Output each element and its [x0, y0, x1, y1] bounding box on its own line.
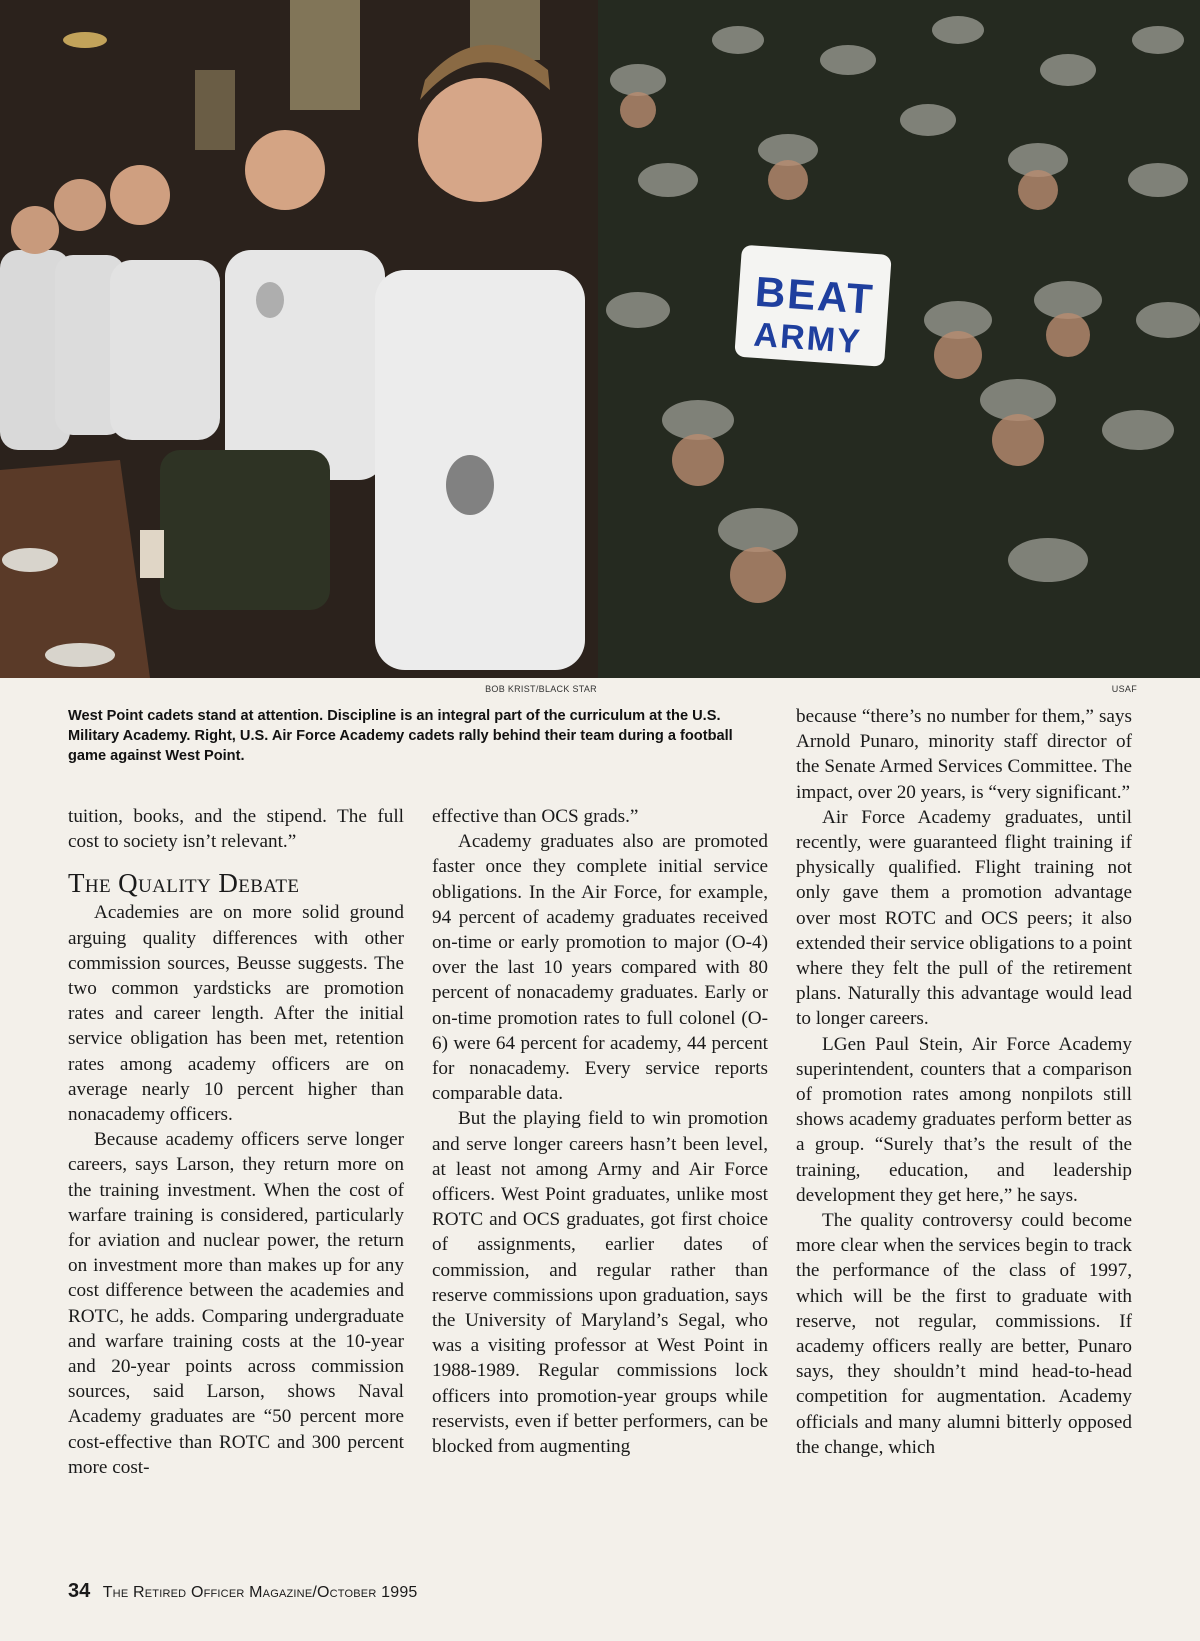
paragraph: tuition, books, and the stipend. The full cost to society isn’t relevant.”	[68, 806, 404, 853]
paragraph: Academies are on more solid ground arguing quality differences with other commission sources, Beusse suggests. The two common yardsticks are promotion rates and career length. After the initial service obligation has been met, retention rates among academy officers are on average nearly 10 percent higher than nonacademy officers.	[68, 902, 404, 1126]
paragraph: Air Force Academy graduates, until recently, were guaranteed flight training if physically qualified. Flight training not only gave them a promotion advantage over most ROTC and OCS peers; it also extended their service obligations to a point where they felt the pull of the retirement plans. Naturally this advantage would lead to longer careers.	[796, 806, 1132, 1030]
photo-air-force-cadets	[598, 0, 1200, 678]
photo-credit-left: BOB KRIST/BLACK STAR	[485, 684, 597, 694]
article-column-3	[796, 704, 1132, 1460]
sign-text-army: ARMY	[752, 315, 863, 362]
publication-line: The Retired Officer Magazine/October 1995	[102, 1584, 418, 1601]
cadets-illustration	[0, 0, 598, 678]
paragraph: But the playing field to win promotion and serve longer careers hasn’t been level, at least not among Army and Air Force officers. West Point graduates, unlike most ROTC and OCS graduates, got first choice of assignments, earlier dates of commission, and regular rather than reserve commissions upon graduation, says the University of Maryland’s Segal, who was a visiting professor at West Point in 1988-1989. Regular commissions lock officers into promotion-year groups while reservists, even if better performers, can be blocked from augmenting	[432, 1108, 768, 1458]
section-heading: The Quality Debate	[68, 868, 300, 899]
paragraph: LGen Paul Stein, Air Force Academy superintendent, counters that a comparison of promotion rates among nonpilots still shows academy graduates perform better as a group. “Surely that’s the result of the training, education, and leadership development they get here,” he says.	[796, 1033, 1132, 1206]
page-footer	[68, 1580, 418, 1603]
paragraph: The quality controversy could become more clear when the services begin to track the performance of the class of 1997, which will be the first to graduate with reserve, not regular, commissions. If academy officers really are better, Punaro says, they shouldn’t mind head-to-head competition for augmentation. Academy officials and many alumni bitterly opposed the change, which	[796, 1210, 1132, 1458]
paragraph: Because academy officers serve longer careers, says Larson, they return more on the training investment. When the cost of warfare training is considered, particularly for aviation and nuclear power, the return on investment more than makes up for any cost difference between the academies and ROTC, he adds. Comparing undergraduate and warfare training costs at the 10-year and 20-year points across commission sources, said Larson, shows Naval Academy graduates are “50 percent more cost-effective than ROTC and 300 percent more cost-	[68, 1129, 404, 1478]
paragraph: effective than OCS grads.”	[432, 806, 639, 827]
page-number: 34	[68, 1580, 91, 1602]
sign-text-beat: BEAT	[753, 267, 876, 323]
cadets-crowd-illustration	[598, 0, 1200, 678]
article-column-1	[68, 804, 404, 1480]
photo-west-point-cadets	[0, 0, 598, 678]
photo-credit-right: USAF	[1111, 684, 1137, 694]
paragraph: because “there’s no number for them,” says Arnold Punaro, minority staff director of the Senate Armed Services Committee. The impact, over 20 years, is “very significant.”	[796, 706, 1132, 803]
paragraph: Academy graduates also are promoted faster once they complete initial service obligations. In the Air Force, for example, 94 percent of academy graduates received on-time or early promotion to major (O-4) over the last 10 years compared with 80 percent of nonacademy graduates. Early or on-time promotion rates to full colonel (O-6) were 64 percent for academy, 44 percent for nonacademy. Every service reports comparable data.	[432, 831, 768, 1105]
article-column-2	[432, 804, 768, 1459]
photo-caption: West Point cadets stand at attention. Discipline is an integral part of the curriculum at the U.S. Military Academy. Right, U.S. Air Force Academy cadets rally behind their team during a football game against West Point.	[68, 708, 733, 764]
